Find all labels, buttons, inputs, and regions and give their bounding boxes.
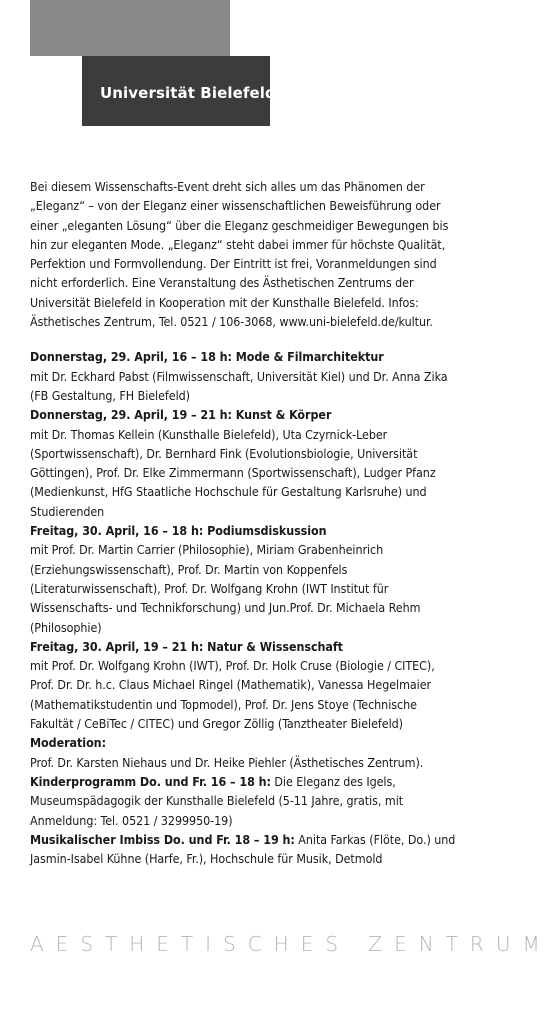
kinderprogramm-heading: Kinderprogramm Do. und Fr. 16 – 18 h:: [30, 773, 271, 789]
moderation-heading: Moderation:: [30, 735, 106, 751]
event-heading: Freitag, 30. April, 19 – 21 h: Natur & Wissenschaft: [30, 638, 343, 654]
kinderprogramm: [30, 772, 456, 830]
event-1: [30, 347, 456, 405]
main-content: [30, 177, 456, 868]
musikalischer-imbiss: [30, 830, 456, 869]
event-text: mit Dr. Eckhard Pabst (Filmwissenschaft, Universität Kiel) und Dr. Anna Zika (FB Gestaltung, FH Bielefeld): [30, 368, 448, 403]
intro-paragraph: Bei diesem Wissenschafts-Event dreht sich alles um das Phänomen der „Eleganz“ – von der Eleganz einer wissenschaftlichen Beweisführung oder einer „eleganten Lösung“ über die Eleganz geschmeidiger Bewegungen bis hin zur eleganten Mode. „Eleganz“ steht dabei immer für höchste Qualität, Perfektion und Formvollendung. Der Eintritt ist frei, Voranmeldungen sind nicht erforderlich. Eine Veranstaltung des Ästhetischen Zentrums der Universität Bielefeld in Kooperation mit der Kunsthalle Bielefeld. Infos: Ästhetisches Zentrum, Tel. 0521 / 106-3068, www.uni-bielefeld.de/kultur.: [30, 179, 449, 330]
event-heading: Donnerstag, 29. April, 19 – 21 h: Kunst & Körper: [30, 407, 332, 423]
moderation-text: Prof. Dr. Karsten Niehaus und Dr. Heike Piehler (Ästhetisches Zentrum).: [30, 754, 424, 770]
university-logo-text: Universität Bielefeld: [100, 84, 276, 102]
event-text: mit Dr. Thomas Kellein (Kunsthalle Bielefeld), Uta Czyrnick-Leber (Sportwissenschaft), Dr. Bernhard Fink (Evolutionsbiologie, Universität Göttingen), Prof. Dr. Elke Zimmermann (Sportwissenschaft), Ludger Pfanz (Medienkunst, HfG Staatliche Hochschule für Gestaltung Karlsruhe) und Studierenden: [30, 426, 436, 519]
imbiss-heading: Musikalischer Imbiss Do. und Fr. 18 – 19 h:: [30, 831, 295, 847]
header: [0, 0, 480, 125]
event-heading: Donnerstag, 29. April, 16 – 18 h: Mode & Filmarchitektur: [30, 349, 384, 365]
event-text: mit Prof. Dr. Wolfgang Krohn (IWT), Prof. Dr. Holk Cruse (Biologie / CITEC), Prof. Dr. Dr. h.c. Claus Michael Ringel (Mathematik), Vanessa Hegelmaier (Mathematikstudentin und Topmodel), Prof. Dr. Jens Stoye (Technische Fakultät / CeBiTec / CITEC) und Gregor Zöllig (Tanztheater Bielefeld): [30, 658, 435, 732]
event-2: [30, 405, 456, 521]
event-4: [30, 637, 456, 733]
kinderprogramm-text: Die Eleganz des Igels, Museumspädagogik der Kunsthalle Bielefeld (5-11 Jahre, gratis, mit Anmeldung: Tel. 0521 / 3299950-19): [30, 773, 404, 828]
event-3: [30, 521, 456, 637]
event-heading: Freitag, 30. April, 16 – 18 h: Podiumsdiskussion: [30, 523, 327, 539]
logo-top-block: [30, 0, 230, 56]
event-text: mit Prof. Dr. Martin Carrier (Philosophie), Miriam Grabenheinrich (Erziehungswissenschaft), Prof. Dr. Martin von Koppenfels (Literaturwissenschaft), Prof. Dr. Wolfgang Krohn (IWT Institut für Wissenschafts- und Technikforschung) und Jun.Prof. Dr. Michaela Rehm (Philosophie): [30, 542, 421, 635]
imbiss-text: Anita Farkas (Flöte, Do.) und Jasmin-Isabel Kühne (Harfe, Fr.), Hochschule für Musik, Detmold: [30, 831, 456, 867]
aesthetisches-zentrum-wordmark: AESTHETISCHES ZENTRUM: [30, 932, 552, 956]
moderation: [30, 733, 456, 772]
